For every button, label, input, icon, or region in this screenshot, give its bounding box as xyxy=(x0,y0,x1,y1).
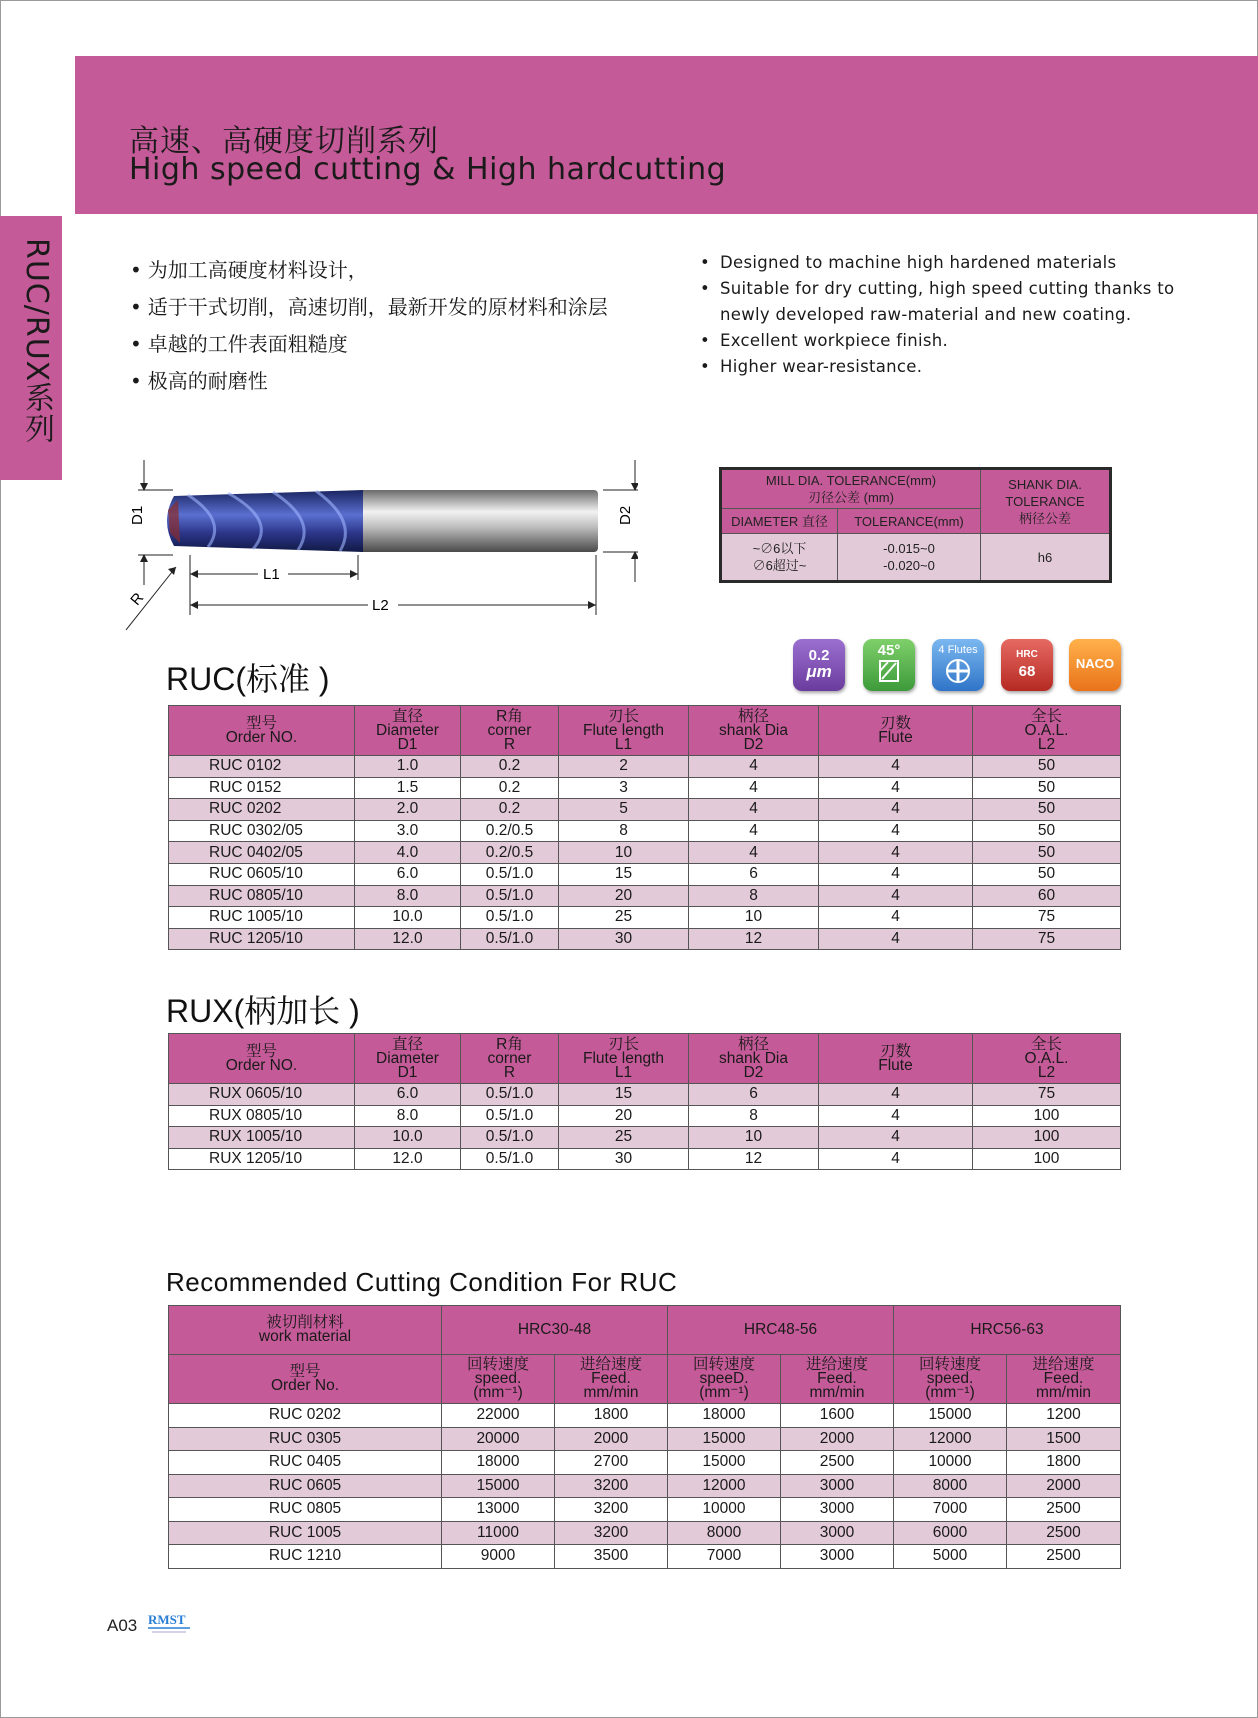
table-cell: 0.5/1.0 xyxy=(461,1105,559,1127)
table-cell: 3200 xyxy=(555,1498,668,1522)
table-cell: 9000 xyxy=(442,1545,555,1569)
shank-tolerance-header-2: TOLERANCE xyxy=(1005,494,1085,509)
table-cell: 4 xyxy=(819,799,973,821)
tool-shank xyxy=(358,490,598,552)
table-cell: 18000 xyxy=(668,1404,781,1428)
table-cell: 0.5/1.0 xyxy=(461,907,559,929)
col-speed-1: 回转速度 speed. (mm⁻¹) xyxy=(442,1355,555,1404)
table-row xyxy=(169,1521,1121,1545)
table-cell: 6.0 xyxy=(355,1084,461,1106)
feature-en-item: • Suitable for dry cutting, high speed cutting thanks to newly developed raw-material and new coating. xyxy=(700,276,1200,328)
hardness-icon xyxy=(1001,639,1053,691)
table-cell: 20000 xyxy=(442,1427,555,1451)
shank-tolerance-value: h6 xyxy=(981,534,1111,582)
table-cell: 4 xyxy=(819,1105,973,1127)
table-cell: 3000 xyxy=(781,1521,894,1545)
table-cell: 4 xyxy=(689,820,819,842)
table-cell: 2000 xyxy=(1007,1474,1121,1498)
order-number-cell: RUC 0405 xyxy=(169,1451,442,1475)
table-cell: 10000 xyxy=(894,1451,1007,1475)
coating-icon xyxy=(1069,639,1121,691)
table-cell: 8 xyxy=(559,820,689,842)
hrc-value: 68 xyxy=(1018,663,1036,680)
col-tolerance: TOLERANCE(mm) xyxy=(838,509,981,534)
page-number: A03 xyxy=(107,1616,138,1635)
label-d2: D2 xyxy=(617,505,634,525)
cutting-section-title: Recommended Cutting Condition For RUC xyxy=(166,1267,678,1297)
col-diameter: 直径 Diameter D1 xyxy=(355,1034,461,1084)
col-range-1: HRC30-48 xyxy=(442,1306,668,1355)
table-cell: 1800 xyxy=(1007,1451,1121,1475)
table-cell: 13000 xyxy=(442,1498,555,1522)
col-diameter: 直径 Diameter D1 xyxy=(355,706,461,756)
table-cell: 0.5/1.0 xyxy=(461,885,559,907)
table-cell: 4 xyxy=(689,799,819,821)
flutes-count: 4 xyxy=(938,644,945,656)
coating-label: NACO xyxy=(1075,656,1115,671)
svg-text:RMST: RMST xyxy=(148,1612,186,1627)
col-diameter: DIAMETER 直径 xyxy=(721,509,838,534)
table-row xyxy=(169,1148,1121,1170)
col-flute: 刃数 Flute xyxy=(819,1034,973,1084)
table-cell: 4 xyxy=(689,756,819,778)
feature-en-item: • Excellent workpiece finish. xyxy=(700,328,1200,354)
table-row xyxy=(169,1427,1121,1451)
col-feed-1: 进给速度 Feed. mm/min xyxy=(555,1355,668,1404)
flutes-icon xyxy=(932,639,984,691)
table-cell: 50 xyxy=(973,820,1121,842)
table-cell: 2 xyxy=(559,756,689,778)
end-mill-diagram xyxy=(118,455,638,640)
table-cell: 3000 xyxy=(781,1545,894,1569)
table-cell: 22000 xyxy=(442,1404,555,1428)
table-cell: 6 xyxy=(689,863,819,885)
table-cell: 8 xyxy=(689,885,819,907)
order-number-cell: RUX 0805/10 xyxy=(169,1105,355,1127)
table-cell: 8.0 xyxy=(355,1105,461,1127)
micron-value: 0.2 xyxy=(808,647,830,664)
table-cell: 10.0 xyxy=(355,1127,461,1149)
table-cell: 4 xyxy=(689,777,819,799)
mill-tolerance-header: MILL DIA. TOLERANCE(mm) xyxy=(765,473,937,488)
feature-en-item: • Designed to machine high hardened materials xyxy=(700,250,1200,276)
table-cell: 100 xyxy=(973,1127,1121,1149)
table-cell: 2500 xyxy=(1007,1498,1121,1522)
table-cell: 12.0 xyxy=(355,1148,461,1170)
col-feed-3: 进给速度 Feed. mm/min xyxy=(1007,1355,1121,1404)
col-corner: R角 corner R xyxy=(461,1034,559,1084)
table-cell: 11000 xyxy=(442,1521,555,1545)
table-cell: 4 xyxy=(689,842,819,864)
table-cell: 100 xyxy=(973,1148,1121,1170)
ruc-section-title: RUC(标准 ) xyxy=(166,661,330,697)
table-cell: 5 xyxy=(559,799,689,821)
table-cell: 4 xyxy=(819,842,973,864)
table-cell: 15000 xyxy=(668,1451,781,1475)
table-cell: 10 xyxy=(689,1127,819,1149)
table-cell: 75 xyxy=(973,928,1121,950)
shank-tolerance-header-zh: 柄径公差 xyxy=(1018,511,1071,526)
table-cell: 2500 xyxy=(1007,1545,1121,1569)
table-row xyxy=(169,1105,1121,1127)
table-cell: 75 xyxy=(973,907,1121,929)
table-cell: 12000 xyxy=(894,1427,1007,1451)
order-number-cell: RUC 1205/10 xyxy=(169,928,355,950)
flute-section-icon xyxy=(942,656,974,686)
shank-tolerance-header: SHANK DIA. xyxy=(1008,477,1082,492)
table-cell: 30 xyxy=(559,928,689,950)
table-row xyxy=(169,777,1121,799)
table-row xyxy=(169,863,1121,885)
order-number-cell: RUC 1210 xyxy=(169,1545,442,1569)
col-work-material: 被切削材料 work material xyxy=(169,1306,442,1355)
col-order: 型号 Order NO. xyxy=(169,1034,355,1084)
table-cell: 25 xyxy=(559,1127,689,1149)
table-cell: 15000 xyxy=(894,1404,1007,1428)
col-oal: 全长 O.A.L. L2 xyxy=(973,706,1121,756)
table-cell: 2500 xyxy=(1007,1521,1121,1545)
table-cell: 0.2 xyxy=(461,799,559,821)
surface-finish-icon xyxy=(793,639,845,691)
rux-section-title: RUX(柄加长 ) xyxy=(166,993,360,1029)
tolerance-table xyxy=(719,467,1112,583)
table-cell: 0.5/1.0 xyxy=(461,928,559,950)
table-cell: 25 xyxy=(559,907,689,929)
col-range-3: HRC56-63 xyxy=(894,1306,1121,1355)
table-cell: 50 xyxy=(973,777,1121,799)
col-shank: 柄径 shank Dia D2 xyxy=(689,706,819,756)
features-en-list xyxy=(700,250,1200,380)
table-cell: 75 xyxy=(973,1084,1121,1106)
col-range-2: HRC48-56 xyxy=(668,1306,894,1355)
rux-spec-table xyxy=(168,1033,1121,1170)
table-cell: 4 xyxy=(819,907,973,929)
features-zh-list xyxy=(130,254,608,402)
tol-value-1: -0.015~0 xyxy=(883,541,935,556)
table-cell: 4 xyxy=(819,1127,973,1149)
table-cell: 50 xyxy=(973,863,1121,885)
table-cell: 1500 xyxy=(1007,1427,1121,1451)
table-cell: 0.2/0.5 xyxy=(461,820,559,842)
table-cell: 12 xyxy=(689,1148,819,1170)
table-row xyxy=(169,1084,1121,1106)
table-row xyxy=(169,1498,1121,1522)
table-cell: 4 xyxy=(819,1148,973,1170)
table-cell: 50 xyxy=(973,799,1121,821)
table-cell: 20 xyxy=(559,1105,689,1127)
col-flute-length: 刃长 Flute length L1 xyxy=(559,1034,689,1084)
label-l1: L1 xyxy=(263,566,280,583)
table-cell: 50 xyxy=(973,842,1121,864)
dia-range-2: ∅6超过~ xyxy=(752,558,807,573)
order-number-cell: RUC 0605 xyxy=(169,1474,442,1498)
table-cell: 3000 xyxy=(781,1474,894,1498)
rmst-logo xyxy=(146,1611,194,1637)
order-number-cell: RUC 0152 xyxy=(169,777,355,799)
table-cell: 10 xyxy=(689,907,819,929)
table-cell: 50 xyxy=(973,756,1121,778)
order-number-cell: RUC 0805 xyxy=(169,1498,442,1522)
col-flute: 刃数 Flute xyxy=(819,706,973,756)
col-speed-2: 回转速度 speeD. (mm⁻¹) xyxy=(668,1355,781,1404)
page-title-zh: 高速、高硬度切削系列 xyxy=(129,124,439,159)
label-r: R xyxy=(127,589,148,609)
table-row xyxy=(169,1451,1121,1475)
table-cell: 3000 xyxy=(781,1498,894,1522)
table-row xyxy=(169,842,1121,864)
col-flute-length: 刃长 Flute length L1 xyxy=(559,706,689,756)
header-band xyxy=(75,56,1258,214)
table-row xyxy=(169,756,1121,778)
table-cell: 1600 xyxy=(781,1404,894,1428)
table-cell: 0.5/1.0 xyxy=(461,1084,559,1106)
table-cell: 8.0 xyxy=(355,885,461,907)
col-order-no: 型号 Order No. xyxy=(169,1355,442,1404)
page-title-en: High speed cutting & High hardcutting xyxy=(129,152,727,187)
table-cell: 1.0 xyxy=(355,756,461,778)
table-row xyxy=(169,1545,1121,1569)
table-row xyxy=(169,1127,1121,1149)
ruc-spec-table xyxy=(168,705,1121,950)
table-cell: 10.0 xyxy=(355,907,461,929)
table-cell: 2700 xyxy=(555,1451,668,1475)
table-cell: 4 xyxy=(819,820,973,842)
side-tab-label: RUC/RUX系列 xyxy=(19,238,54,445)
table-cell: 7000 xyxy=(894,1498,1007,1522)
table-cell: 0.5/1.0 xyxy=(461,863,559,885)
table-cell: 1.5 xyxy=(355,777,461,799)
table-cell: 8000 xyxy=(894,1474,1007,1498)
mill-tolerance-header-zh: 刃径公差 (mm) xyxy=(808,490,894,505)
helix-angle-icon xyxy=(863,639,915,691)
order-number-cell: RUC 0202 xyxy=(169,799,355,821)
helix-value: 45° xyxy=(877,642,901,659)
table-cell: 6 xyxy=(689,1084,819,1106)
micron-unit: μm xyxy=(806,662,832,681)
table-cell: 8000 xyxy=(668,1521,781,1545)
table-row xyxy=(169,928,1121,950)
cutting-condition-table xyxy=(168,1305,1121,1569)
table-cell: 0.2 xyxy=(461,777,559,799)
table-cell: 4 xyxy=(819,756,973,778)
tol-value-2: -0.020~0 xyxy=(883,558,935,573)
label-l2: L2 xyxy=(372,597,389,614)
table-cell: 2500 xyxy=(781,1451,894,1475)
order-number-cell: RUX 1005/10 xyxy=(169,1127,355,1149)
table-cell: 100 xyxy=(973,1105,1121,1127)
table-cell: 0.5/1.0 xyxy=(461,1148,559,1170)
order-number-cell: RUC 1005/10 xyxy=(169,907,355,929)
col-order: 型号 Order NO. xyxy=(169,706,355,756)
table-cell: 4 xyxy=(819,928,973,950)
table-cell: 12000 xyxy=(668,1474,781,1498)
helix-lines-icon xyxy=(874,658,904,684)
table-cell: 7000 xyxy=(668,1545,781,1569)
table-cell: 0.2 xyxy=(461,756,559,778)
order-number-cell: RUC 0605/10 xyxy=(169,863,355,885)
table-cell: 2.0 xyxy=(355,799,461,821)
table-row xyxy=(169,1404,1121,1428)
col-corner: R角 corner R xyxy=(461,706,559,756)
table-cell: 2000 xyxy=(781,1427,894,1451)
feature-en-item: • Higher wear-resistance. xyxy=(700,354,1200,380)
table-cell: 3500 xyxy=(555,1545,668,1569)
table-row xyxy=(169,820,1121,842)
dia-range-1: ~∅6以下 xyxy=(752,541,807,556)
table-row xyxy=(169,1474,1121,1498)
feature-zh-item: • 为加工高硬度材料设计， xyxy=(130,254,608,291)
col-shank: 柄径 shank Dia D2 xyxy=(689,1034,819,1084)
hrc-label: HRC xyxy=(1016,649,1038,660)
feature-zh-item: • 适于干式切削，高速切削，最新开发的原材料和涂层 xyxy=(130,291,608,328)
table-cell: 30 xyxy=(559,1148,689,1170)
order-number-cell: RUC 1005 xyxy=(169,1521,442,1545)
table-cell: 1200 xyxy=(1007,1404,1121,1428)
table-cell: 20 xyxy=(559,885,689,907)
table-cell: 6000 xyxy=(894,1521,1007,1545)
table-row xyxy=(169,907,1121,929)
flutes-word: Flutes xyxy=(947,644,978,656)
table-cell: 2000 xyxy=(555,1427,668,1451)
table-cell: 15000 xyxy=(442,1474,555,1498)
feature-zh-item: • 极高的耐磨性 xyxy=(130,365,608,402)
table-cell: 15000 xyxy=(668,1427,781,1451)
table-cell: 4.0 xyxy=(355,842,461,864)
col-speed-3: 回转速度 speed. (mm⁻¹) xyxy=(894,1355,1007,1404)
table-cell: 0.5/1.0 xyxy=(461,1127,559,1149)
order-number-cell: RUC 0302/05 xyxy=(169,820,355,842)
table-cell: 12.0 xyxy=(355,928,461,950)
order-number-cell: RUX 1205/10 xyxy=(169,1148,355,1170)
table-cell: 15 xyxy=(559,1084,689,1106)
table-cell: 10 xyxy=(559,842,689,864)
order-number-cell: RUC 0102 xyxy=(169,756,355,778)
order-number-cell: RUC 0805/10 xyxy=(169,885,355,907)
table-cell: 4 xyxy=(819,885,973,907)
table-cell: 6.0 xyxy=(355,863,461,885)
feature-zh-item: • 卓越的工件表面粗糙度 xyxy=(130,328,608,365)
table-cell: 5000 xyxy=(894,1545,1007,1569)
table-cell: 3 xyxy=(559,777,689,799)
table-row xyxy=(169,885,1121,907)
order-number-cell: RUX 0605/10 xyxy=(169,1084,355,1106)
table-cell: 15 xyxy=(559,863,689,885)
order-number-cell: RUC 0305 xyxy=(169,1427,442,1451)
table-cell: 18000 xyxy=(442,1451,555,1475)
col-oal: 全长 O.A.L. L2 xyxy=(973,1034,1121,1084)
table-cell: 1800 xyxy=(555,1404,668,1428)
table-cell: 8 xyxy=(689,1105,819,1127)
order-number-cell: RUC 0402/05 xyxy=(169,842,355,864)
side-tab xyxy=(0,216,62,480)
table-cell: 10000 xyxy=(668,1498,781,1522)
table-cell: 4 xyxy=(819,863,973,885)
col-feed-2: 进给速度 Feed. mm/min xyxy=(781,1355,894,1404)
table-cell: 3200 xyxy=(555,1521,668,1545)
table-cell: 4 xyxy=(819,777,973,799)
table-cell: 12 xyxy=(689,928,819,950)
table-cell: 3.0 xyxy=(355,820,461,842)
table-cell: 3200 xyxy=(555,1474,668,1498)
table-cell: 60 xyxy=(973,885,1121,907)
order-number-cell: RUC 0202 xyxy=(169,1404,442,1428)
label-d1: D1 xyxy=(129,505,146,525)
table-cell: 4 xyxy=(819,1084,973,1106)
table-row xyxy=(169,799,1121,821)
table-cell: 0.2/0.5 xyxy=(461,842,559,864)
